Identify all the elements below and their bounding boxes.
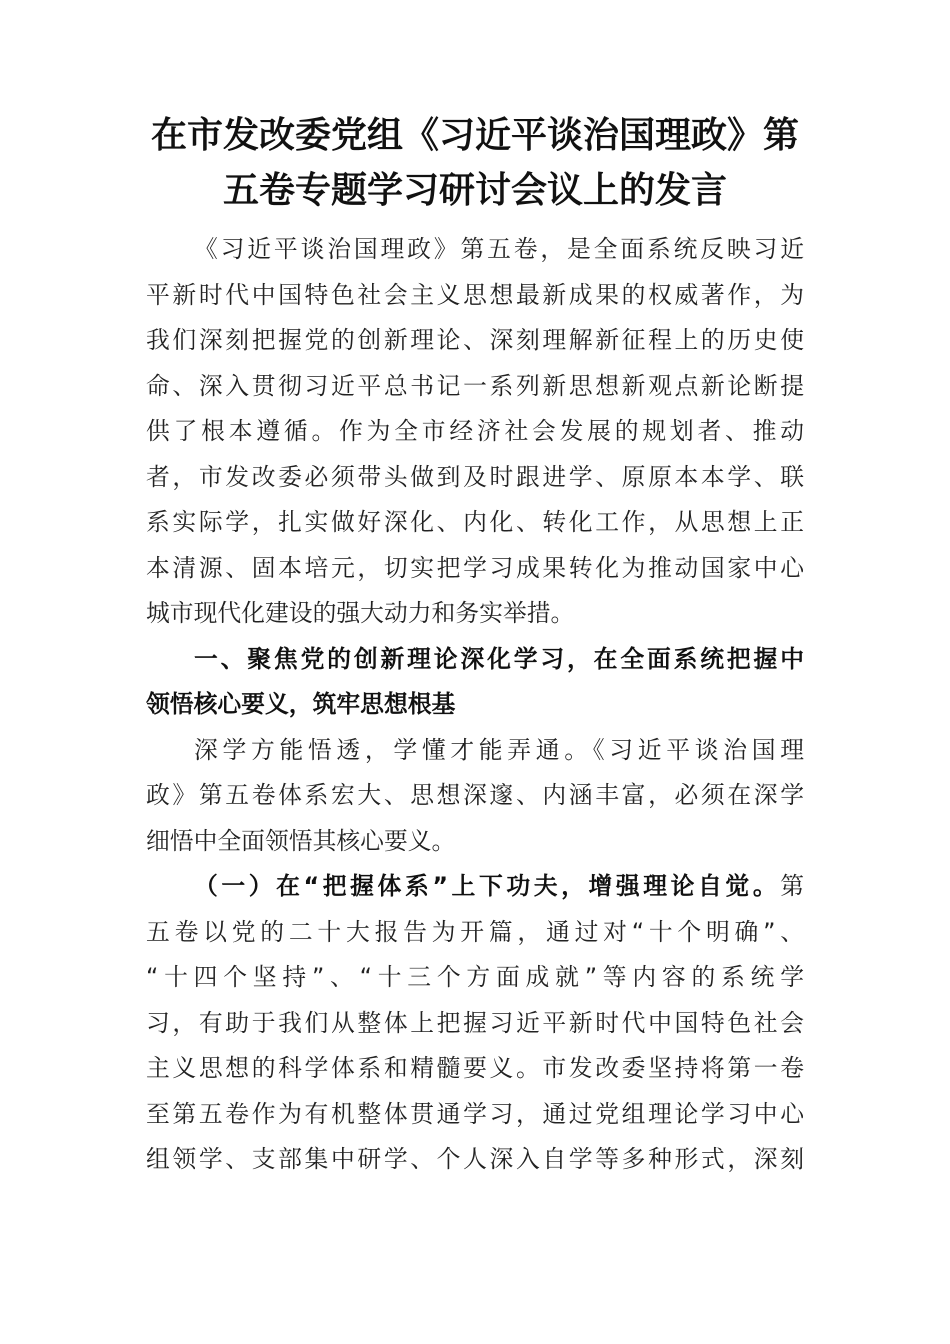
paragraph-line: 习，有助于我们从整体上把握习近平新时代中国特色社会 (146, 1008, 804, 1037)
paragraph-line: 政》第五卷体系宏大、思想深邃、内涵丰富，必须在深学 (146, 781, 804, 809)
subheading-1: （一）在“把握体系”上下功夫，增强理论自觉。 (194, 872, 781, 900)
paragraph-line: 主义思想的科学体系和精髓要义。市发改委坚持将第一卷 (146, 1054, 804, 1082)
paragraph-intro (146, 227, 804, 637)
paragraph-line: 细悟中全面领悟其核心要义。 (146, 826, 456, 855)
paragraph-line: 者，市发改委必须带头做到及时跟进学、原原本本学、联 (146, 462, 804, 491)
paragraph-line: 组领学、支部集中研学、个人深入自学等多种形式，深刻 (146, 1145, 804, 1173)
paragraph-line: 系实际学，扎实做好深化、内化、转化工作，从思想上正 (146, 508, 804, 536)
paragraph-line: 深学方能悟透，学懂才能弄通。《习近平谈治国理 (194, 735, 804, 764)
paragraph-line: 命、深入贯彻习近平总书记一系列新思想新观点新论断提 (146, 371, 804, 400)
paragraph-line: 五卷以党的二十大报告为开篇，通过对“十个明确”、 (146, 917, 804, 946)
subheading-1-tail: 第 (780, 872, 804, 900)
paragraph-section-1-intro (146, 728, 804, 865)
document-title (145, 108, 805, 218)
title-line-2: 五卷专题学习研讨会议上的发言 (222, 169, 727, 211)
paragraph-line: 本清源、固本培元，切实把学习成果转化为推动国家中心 (146, 553, 804, 582)
paragraph-line: 平新时代中国特色社会主义思想最新成果的权威著作，为 (146, 280, 804, 309)
paragraph-line: 至第五卷作为有机整体贯通学习，通过党组理论学习中心 (146, 1099, 804, 1128)
section-heading-1 (146, 637, 804, 728)
paragraph-line: 城市现代化建设的强大动力和务实举措。 (146, 599, 575, 627)
paragraph-line: “十四个坚持”、“十三个方面成就”等内容的系统学 (146, 963, 804, 991)
paragraph-subsection-1 (146, 864, 804, 1183)
paragraph-line: 《习近平谈治国理政》第五卷，是全面系统反映习近 (194, 235, 804, 263)
paragraph-line: 供了根本遵循。作为全市经济社会发展的规划者、推动 (146, 417, 804, 445)
title-line-1: 在市发改委党组《习近平谈治国理政》第 (150, 114, 799, 156)
heading-line: 一、聚焦党的创新理论深化学习，在全面系统把握中 (194, 644, 804, 673)
heading-line: 领悟核心要义，筑牢思想根基 (146, 690, 456, 718)
paragraph-line: 我们深刻把握党的创新理论、深刻理解新征程上的历史使 (146, 326, 804, 354)
document-body (146, 227, 804, 1183)
paragraph-line (146, 864, 804, 910)
